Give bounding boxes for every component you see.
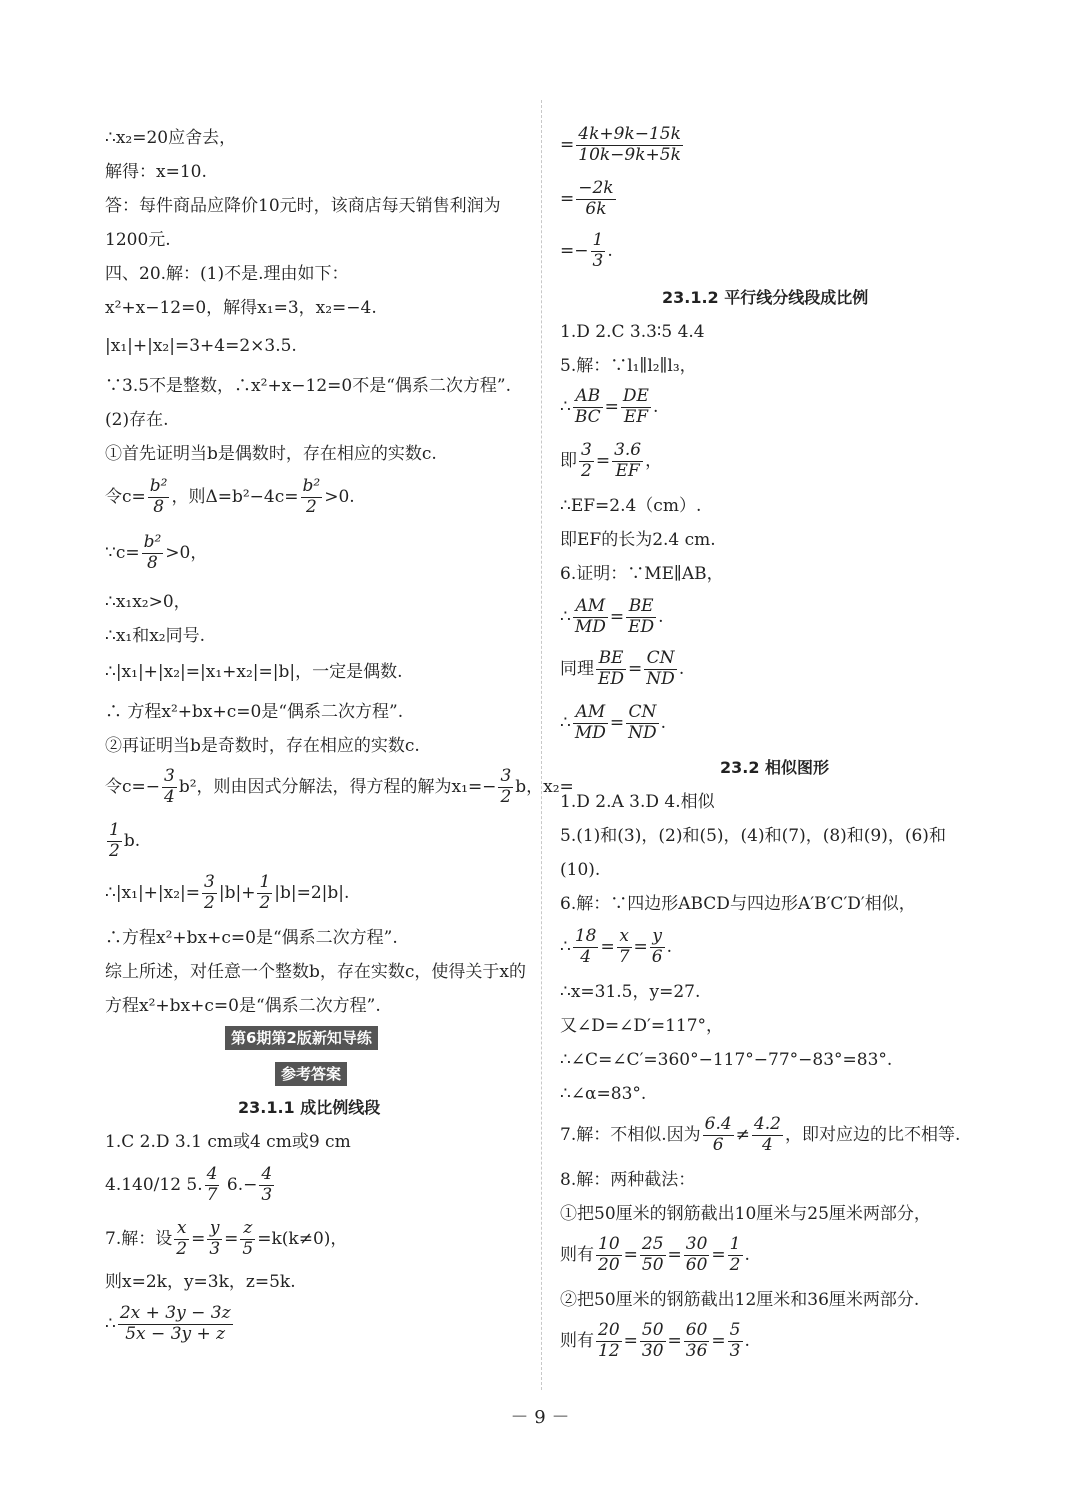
fraction [579,442,594,481]
text-span: = [224,1228,239,1249]
numerator: 3 [204,872,215,892]
section-banner [225,1030,378,1047]
text-span: = [711,1244,726,1265]
numerator: b² [149,476,168,496]
numerator: 1 [109,820,120,840]
text-line: 1.D 2.A 3.D 4.相似 [560,792,715,812]
text-line: 则x=2k，y=3k，z=5k. [105,1272,296,1292]
text-span: ≠ [735,1124,750,1145]
fraction [207,1220,222,1259]
fraction [621,388,651,427]
fraction [650,928,665,967]
text-line: (2)存在. [105,410,169,430]
fraction [684,1236,710,1275]
text-span: >0. [324,486,355,507]
section-heading: 23.1.1 成比例线段 [238,1098,381,1117]
section-heading: 23.2 相似图形 [720,758,830,777]
denominator: 5x − 3y + z [125,1323,226,1344]
denominator: 30 [641,1340,664,1361]
denominator: MD [574,722,606,743]
text-line: 综上所述，对任意一个整数b，存在实数c，使得关于x的 [105,962,526,982]
text-span: ， [645,450,663,471]
text-span: b，x₂= [515,776,574,797]
formula-line [105,1305,235,1344]
text-span: . [678,658,685,679]
text-line: |x₁|+|x₂|=3+4=2×3.5. [105,336,297,356]
fraction [644,650,677,689]
fraction [573,704,608,743]
text-span: 令c=− [105,776,161,797]
numerator: AB [573,388,603,408]
text-span: = [609,606,625,627]
formula-line [560,598,664,637]
fraction [240,1220,255,1259]
fraction [596,1322,622,1361]
text-line: ①首先证明当b是偶数时，存在相应的实数c. [105,444,437,464]
fraction [148,478,170,517]
fraction [498,768,513,807]
formula-line [560,126,685,165]
numerator: 4.2 [753,1114,781,1134]
text-line: 5.(1)和(3)，(2)和(5)，(4)和(7)，(8)和(9)，(6)和 [560,826,946,846]
fraction [174,1220,189,1259]
text-span: 令c= [105,486,146,507]
text-span: = [604,396,619,417]
denominator: 50 [641,1254,664,1275]
numerator: BE [596,650,626,670]
denominator: 4 [580,946,592,967]
banner-text: 第6期第2版新知导练 [225,1026,378,1050]
fraction [202,874,217,913]
fraction [626,704,659,743]
text-line: 6.证明：∵ME∥AB， [560,564,724,584]
text-span: 7.解：设 [105,1228,173,1249]
fraction [301,478,323,517]
text-span: 4.140/12 5. [105,1174,203,1195]
fraction [684,1322,710,1361]
numerator: 1 [259,872,271,892]
text-span: . [652,396,659,417]
text-line: 又∠D=∠D′=117°， [560,1016,724,1036]
numerator: 30 [685,1234,708,1254]
text-line: 即EF的长为2.4 cm. [560,530,716,550]
denominator: 8 [147,552,158,573]
text-span: = [595,450,611,471]
formula-line [560,1116,960,1155]
text-span: ，即对应边的比不相等. [784,1124,961,1145]
numerator: b² [143,532,162,552]
fraction [573,388,603,427]
fraction [626,598,656,637]
denominator: 2 [305,496,317,517]
text-line: ∴ 方程x²+bx+c=0是“偶系二次方程”. [105,702,404,722]
text-line: 6.解：∵四边形ABCD与四边形A′B′C′D′相似， [560,894,916,914]
text-span: . [660,712,667,733]
denominator: 60 [685,1254,708,1275]
denominator: 3 [261,1184,273,1205]
fraction [576,180,615,219]
text-span: = [628,658,643,679]
numerator: 4k+9k−15k [578,124,681,144]
numerator: z [240,1220,255,1240]
text-span: . [744,1330,750,1351]
text-line: ②把50厘米的钢筋截出12厘米和36厘米两部分. [560,1290,920,1310]
fraction [703,1116,734,1155]
formula-line [105,534,207,573]
denominator: 3 [209,1238,221,1259]
fraction [612,442,643,481]
formula-line [560,1236,750,1275]
text-span: ∴ [560,606,571,627]
formula-line [560,928,672,967]
text-span: 同理 [560,658,594,679]
numerator: x [617,928,632,948]
denominator: 6k [585,198,607,219]
numerator: CN [644,650,677,670]
text-line: 四、20.解：(1)不是.理由如下： [105,264,349,284]
formula-line [105,1220,347,1259]
numerator: 3 [581,440,592,460]
page-number: － 9 － [510,1407,570,1428]
numerator: 5 [729,1320,741,1340]
numerator: AM [573,598,608,618]
text-span: 即 [560,450,577,471]
text-line: ①把50厘米的钢筋截出10厘米与25厘米两部分， [560,1204,931,1224]
text-line: 5.解：∵l₁∥l₂∥l₃， [560,356,697,376]
denominator: 6 [651,946,663,967]
denominator: 7 [206,1184,218,1205]
numerator: DE [622,386,649,406]
denominator: 2 [176,1238,188,1259]
fraction [617,928,632,967]
text-line: ②再证明当b是奇数时，存在相应的实数c. [105,736,420,756]
text-span: = [600,936,615,957]
text-line: ∴EF=2.4（cm）. [560,496,702,516]
denominator: 12 [598,1340,620,1361]
denominator: ND [646,668,675,689]
denominator: ND [628,722,657,743]
fraction [596,1236,622,1275]
text-line: 1200元. [105,230,171,250]
formula-line [105,874,349,913]
fraction [640,1236,666,1275]
denominator: MD [574,616,606,637]
text-line: ∴x₁和x₂同号. [105,626,206,646]
text-line: ∴方程x²+bx+c=0是“偶系二次方程”. [105,928,398,948]
denominator: 4 [164,786,175,807]
text-span: ∵c= [105,542,140,563]
fraction [257,874,272,913]
text-span: . [744,1244,750,1265]
formula-line [105,768,574,807]
text-line: ∴x₂=20应舍去， [105,128,237,148]
formula-line [105,1166,276,1205]
text-line: ∴|x₁|+|x₂|=|x₁+x₂|=|b|，一定是偶数. [105,662,403,682]
numerator: 60 [685,1320,708,1340]
numerator: 4 [206,1164,218,1184]
denominator: 2 [204,892,215,913]
text-span: ∴ [105,1313,116,1334]
text-line: (10). [560,860,601,880]
numerator: 20 [598,1320,620,1340]
formula-line [560,650,684,689]
fraction [259,1166,274,1205]
text-span: =k(k≠0)， [257,1228,348,1249]
denominator: BC [574,406,601,427]
section-banner [275,1066,347,1083]
text-span: ∴|x₁|+|x₂|= [105,882,201,903]
text-span: = [633,936,648,957]
numerator: 3 [500,766,512,786]
denominator: 2 [500,786,512,807]
fraction [596,650,626,689]
section-heading: 23.1.2 平行线分线段成比例 [662,288,869,307]
text-span: 则有 [560,1330,594,1351]
text-line: 解得：x=10. [105,162,207,182]
text-line: ∴∠α=83°. [560,1084,647,1104]
text-span: ∴ [560,712,571,733]
text-line: ∴∠C=∠C′=360°−117°−77°−83°=83°. [560,1050,893,1070]
text-span: |b|=2|b|. [274,882,350,903]
formula-line [560,388,658,427]
denominator: 4 [762,1134,773,1155]
fraction [162,768,177,807]
text-span: b²，则由因式分解法，得方程的解为x₁=− [178,776,497,797]
denominator: 2 [259,892,271,913]
fraction [142,534,164,573]
text-line: ∵3.5不是整数，∴x²+x−12=0不是“偶系二次方程”. [105,376,511,396]
formula-line [105,822,140,861]
denominator: 3 [592,250,604,271]
numerator: 4 [261,1164,273,1184]
formula-line [560,1322,750,1361]
text-span: = [609,712,625,733]
text-span: b. [123,830,141,851]
text-span: >0， [165,542,208,563]
text-span: . [658,606,664,627]
numerator: 50 [641,1320,664,1340]
denominator: 5 [242,1238,254,1259]
numerator: 25 [641,1234,664,1254]
denominator: 20 [598,1254,620,1275]
banner-text: 参考答案 [275,1062,347,1086]
text-line: 8.解：两种截法： [560,1170,696,1190]
text-span: . [666,936,673,957]
numerator: 6.4 [704,1114,732,1134]
denominator: 3 [729,1340,741,1361]
text-line: x²+x−12=0，解得x₁=3，x₂=−4. [105,298,377,318]
numerator: b² [302,476,321,496]
fraction [205,1166,220,1205]
fraction [576,126,683,165]
formula-line [560,704,666,743]
numerator: −2k [578,178,614,198]
text-line: ∴x₁x₂>0， [105,592,191,612]
denominator: 2 [729,1254,741,1275]
formula-line [105,478,355,517]
text-line: 1.D 2.C 3.3∶5 4.4 [560,322,705,342]
fraction [573,598,608,637]
fraction [118,1305,233,1344]
text-span: = [560,134,575,155]
fraction [107,822,122,861]
denominator: ED [598,668,625,689]
numerator: 10 [598,1234,620,1254]
fraction [728,1236,743,1275]
text-span: = [667,1330,682,1351]
numerator: y [207,1220,222,1240]
column-divider [541,100,542,1390]
text-span: = [560,188,575,209]
denominator: ED [628,616,655,637]
text-line: ∴x=31.5，y=27. [560,982,701,1002]
fraction [728,1322,743,1361]
text-span: 7.解：不相似.因为 [560,1124,701,1145]
numerator: 18 [574,926,597,946]
fraction [591,232,606,271]
text-span: 6.− [221,1174,258,1195]
numerator: x [174,1220,189,1240]
numerator: y [650,928,665,948]
fraction [573,928,599,967]
numerator: AM [573,704,608,724]
numerator: 2x + 3y − 3z [119,1303,231,1323]
text-span: |b|+ [218,882,256,903]
text-span: = [623,1244,638,1265]
numerator: 1 [592,230,604,250]
text-span: . [607,240,613,261]
text-span: ∴ [560,936,571,957]
denominator: 36 [685,1340,708,1361]
text-span: = [191,1228,206,1249]
denominator: EF [623,406,649,427]
fraction [640,1322,666,1361]
denominator: 7 [618,946,630,967]
text-span: = [623,1330,638,1351]
fraction [752,1116,783,1155]
text-line: 1.C 2.D 3.1 cm或4 cm或9 cm [105,1132,351,1152]
text-span: =− [560,240,589,261]
denominator: 10k−9k+5k [578,144,681,165]
denominator: 8 [153,496,165,517]
text-span: 则有 [560,1244,594,1265]
text-span: ，则Δ=b²−4c= [171,486,299,507]
numerator: 1 [729,1234,741,1254]
text-span: = [711,1330,726,1351]
numerator: 3 [164,766,175,786]
denominator: 6 [712,1134,724,1155]
numerator: BE [626,598,656,618]
denominator: 2 [581,460,592,481]
formula-line [560,180,618,219]
denominator: EF [615,460,640,481]
formula-line [560,232,613,271]
text-span: = [667,1244,682,1265]
formula-line [560,442,662,481]
text-span: ∴ [560,396,571,417]
numerator: 3.6 [614,440,642,460]
text-line: 答：每件商品应降价10元时，该商店每天销售利润为 [105,196,501,216]
text-line: 方程x²+bx+c=0是“偶系二次方程”. [105,996,381,1016]
numerator: CN [626,704,659,724]
denominator: 2 [109,840,120,861]
